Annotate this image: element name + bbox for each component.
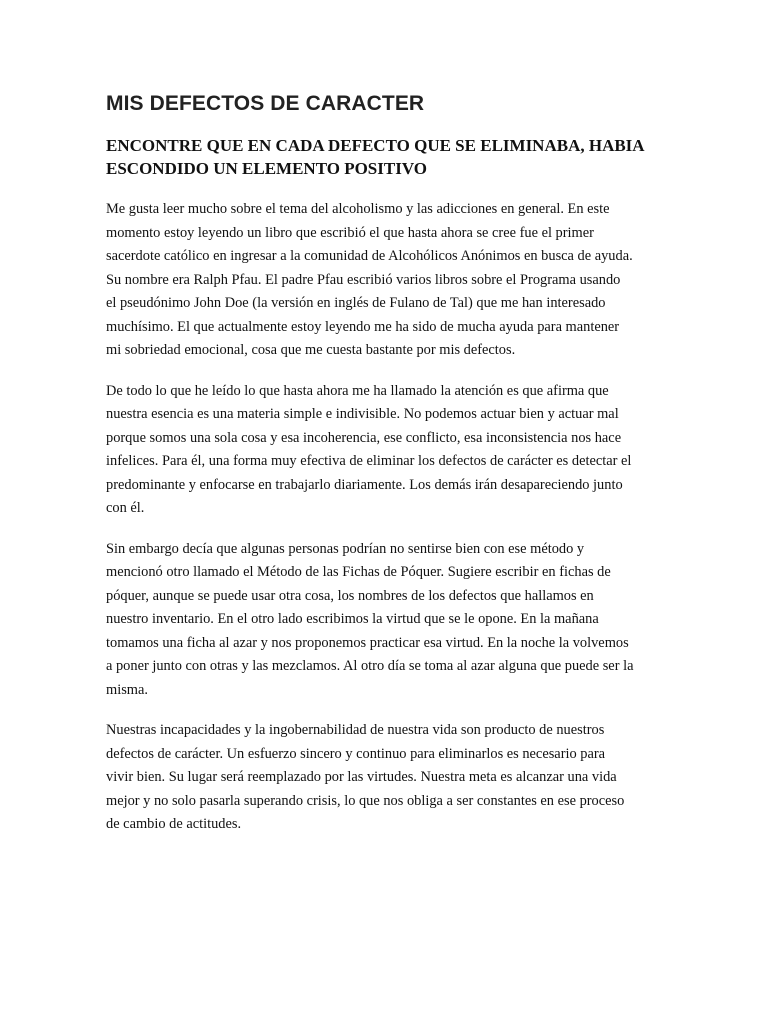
text-line: porque somos una sola cosa y esa incoherencia, ese conflicto, esa inconsistencia nos hace	[106, 429, 622, 446]
text-line: mencionó otro llamado el Método de las Fichas de Póquer. Sugiere escribir en fichas de	[106, 564, 611, 580]
text-line: Sin embargo decía que algunas personas podrían no sentirse bien con ese método y	[106, 540, 585, 557]
paragraph-2	[106, 380, 666, 521]
text-line: el pseudónimo John Doe (la versión en inglés de Fulano de Tal) que me han interesado	[106, 295, 606, 311]
text-line: tomamos una ficha al azar y nos proponemos practicar esa virtud. En la noche la volvemos	[106, 634, 629, 651]
text-line: a poner junto con otras y las mezclamos. Al otro día se toma al azar alguna que puede ser la	[106, 658, 634, 674]
document-body	[106, 90, 666, 854]
text-line: con él.	[106, 500, 145, 516]
subtitle-line: ESCONDIDO UN ELEMENTO POSITIVO	[106, 159, 427, 178]
paragraph-1	[106, 198, 666, 363]
document-subtitle	[106, 134, 666, 180]
text-line: misma.	[106, 681, 148, 698]
text-line: mi sobriedad emocional, cosa que me cuesta bastante por mis defectos.	[106, 342, 516, 358]
paragraph-3	[106, 538, 666, 703]
text-line: De todo lo que he leído lo que hasta ahora me ha llamado la atención es que afirma que	[106, 382, 609, 399]
text-line: vivir bien. Su lugar será reemplazado por las virtudes. Nuestra meta es alcanzar una vida	[106, 769, 617, 785]
text-line: defectos de carácter. Un esfuerzo sincero y continuo para eliminarlos es necesario para	[106, 745, 606, 762]
text-line: Me gusta leer mucho sobre el tema del alcoholismo y las adicciones en general. En este	[106, 201, 610, 217]
text-line: nuestro inventario. En el otro lado escribimos la virtud que se le opone. En la mañana	[106, 611, 599, 627]
text-line: póquer, aunque se puede usar otra cosa, los nombres de los defectos que hallamos en	[106, 587, 594, 604]
text-line: de cambio de actitudes.	[106, 816, 242, 832]
text-line: mejor y no solo pasarla superando crisis, lo que nos obliga a ser constantes en ese proceso	[106, 792, 625, 809]
text-line: predominante y enfocarse en trabajarlo diariamente. Los demás irán desapareciendo junto	[106, 476, 623, 493]
text-line: nuestra esencia es una materia simple e indivisible. No podemos actuar bien y actuar mal	[106, 406, 619, 422]
text-line: Nuestras incapacidades y la ingobernabilidad de nuestra vida son producto de nuestros	[106, 722, 605, 738]
text-line: Su nombre era Ralph Pfau. El padre Pfau escribió varios libros sobre el Programa usando	[106, 271, 621, 288]
text-line: muchísimo. El que actualmente estoy leyendo me ha sido de mucha ayuda para mantener	[106, 318, 620, 335]
text-line: momento estoy leyendo un libro que escribió el que hasta ahora se cree fue el primer	[106, 224, 594, 241]
subtitle-line: ENCONTRE QUE EN CADA DEFECTO QUE SE ELIMINABA, HABIA	[106, 136, 645, 155]
text-line: sacerdote católico en ingresar a la comunidad de Alcohólicos Anónimos en busca de ayuda.	[106, 248, 633, 264]
text-line: infelices. Para él, una forma muy efectiva de eliminar los defectos de carácter es detectar el	[106, 453, 632, 469]
paragraph-4	[106, 719, 666, 837]
document-title: MIS DEFECTOS DE CARACTER	[106, 92, 425, 115]
